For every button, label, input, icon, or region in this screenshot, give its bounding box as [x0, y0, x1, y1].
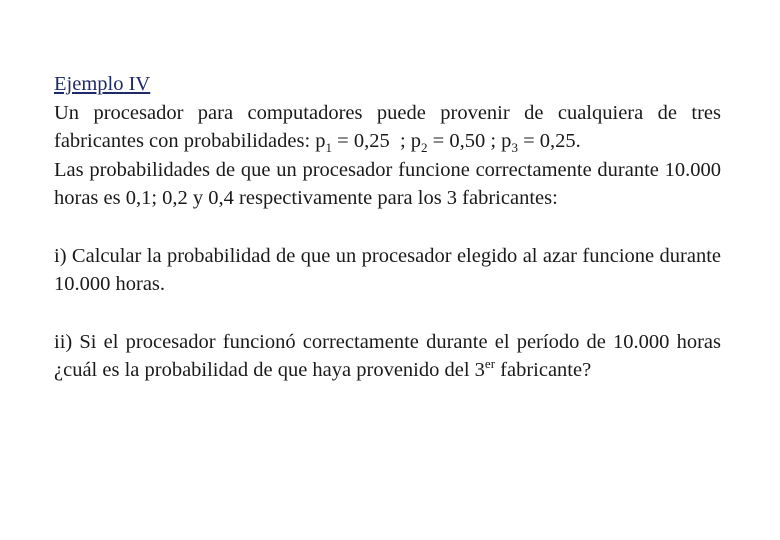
question-2	[54, 328, 721, 385]
intro-text-b: = 0,25 ; p	[332, 130, 422, 152]
question-1: i) Calcular la probabilidad de que un procesador elegido al azar funcione durante 10.000 horas.	[54, 244, 721, 295]
p3-subscript: 3	[511, 140, 518, 156]
intro-text-c: = 0,50 ; p	[427, 130, 512, 152]
intro-paragraph	[54, 99, 721, 156]
question-2-text: ii) Si el procesador funcionó correctamente durante el período de 10.000 horas ¿cuál es la probabilidad de que haya provenido del 3	[54, 330, 721, 381]
example-title: Ejemplo IV	[54, 73, 151, 95]
p2-subscript: 2	[421, 140, 428, 156]
question-2-end: fabricante?	[495, 359, 592, 381]
intro-text-a: Un procesador para computadores puede provenir de cualquiera de tres fabricantes con probabilidades: p	[54, 101, 721, 152]
spacer	[54, 299, 721, 328]
p1-subscript: 1	[325, 140, 333, 156]
slide-content	[54, 70, 721, 385]
ordinal-superscript: er	[484, 356, 496, 372]
probabilities-paragraph: Las probabilidades de que un procesador funcione correctamente durante 10.000 horas es 0,1; 0,2 y 0,4 respectivamente para los 3 fabricantes:	[54, 158, 721, 209]
intro-text-d: = 0,25.	[517, 130, 581, 152]
spacer	[54, 213, 721, 242]
